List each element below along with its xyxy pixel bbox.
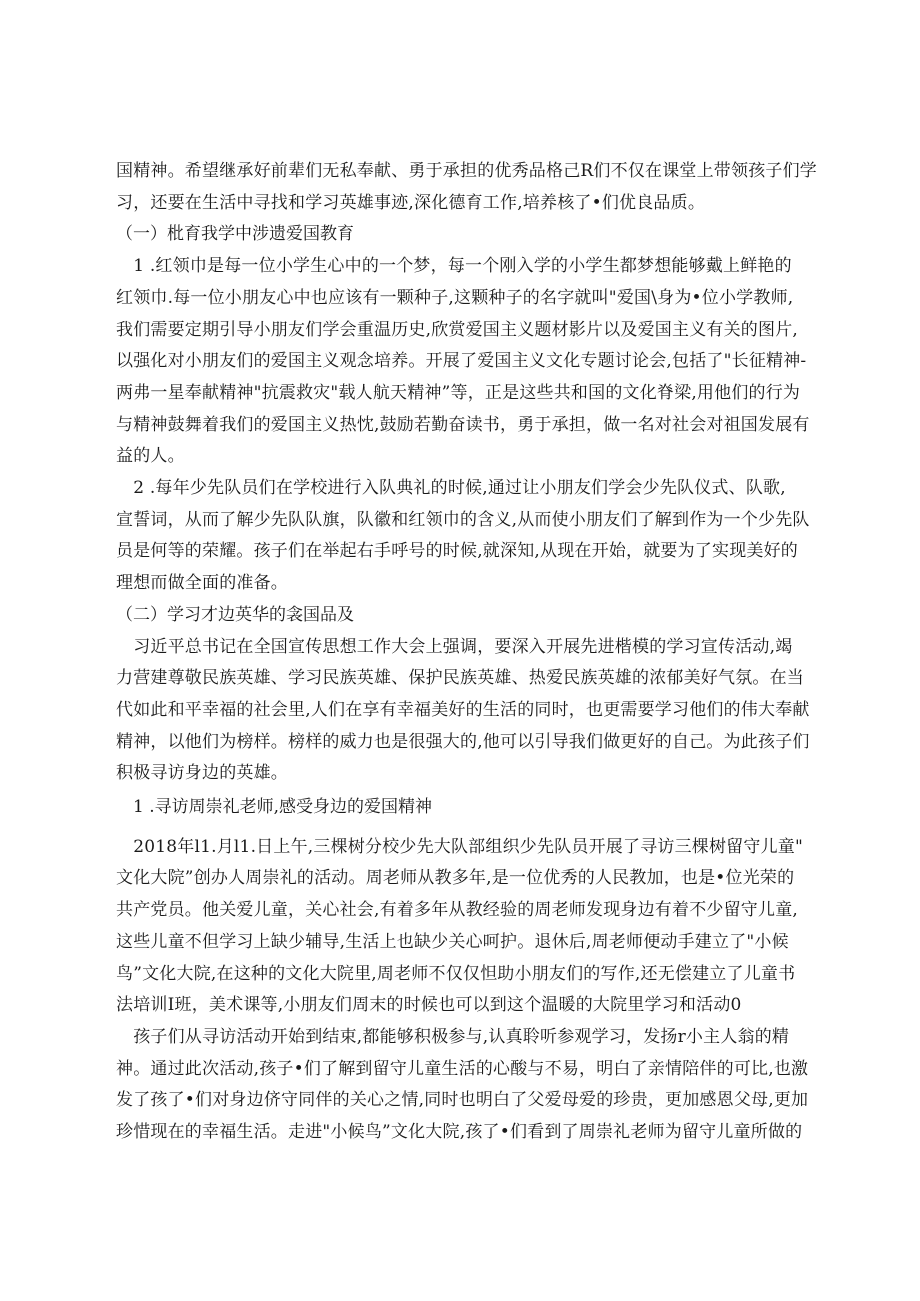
text-line: 发了孩了•们对身边侪守同伴的关心之情,同时也明白了父爱母爱的珍贵，更加感恩父母,更加 xyxy=(116,1090,809,1111)
text-line: 习，还要在生活中寻找和学习英雄事迹,深化德育工作,培养核了•们优良品质。 xyxy=(116,192,706,213)
text-line: 2018年l1.月l1.日上午,三棵树分校少先大队部组织少先队员开展了寻访三棵树留守儿童" xyxy=(116,836,803,857)
text-line: 共产党员。他关爱儿童，关心社会,有着多年从教经验的周老师发现身边有着不少留守儿童, xyxy=(116,900,799,921)
text-line: 与精神鼓舞着我们的爱国主义热忱,鼓励若勤奋读书，勇于承担，做一名对社会对祖国发展有 xyxy=(116,414,810,435)
text-line: 法培训I班，美术课等,小朋友们周末的时候也可以到这个温暖的大院里学习和活动0 xyxy=(116,995,742,1016)
text-line: 鸟”文化大院,在这种的文化大院里,周老师不仅仅怛助小朋友们的写作,还无偿建立了儿童书 xyxy=(116,963,796,984)
text-line: 我们需要定期引导小朋友们学会重温历史,欣赏爱国主义题材影片以及爱国主义有关的图片, xyxy=(116,319,799,340)
text-line: 员是何等的荣耀。孩子们在举起右手呼号的时候,就深知,从现在开始，就要为了实现美好的 xyxy=(116,541,799,562)
text-line: 益的人。 xyxy=(116,446,185,467)
text-line: 这些儿童不但学习上缺少辅导,生活上也缺少关心呵护。退休后,周老师便动手建立了"小候 xyxy=(116,931,789,952)
text-line: 宣誓词，从而了解少先队队旗，队徽和红领巾的含义,从而使小朋友们了解到作为一个少先队 xyxy=(116,509,810,530)
section-heading-2: （二）学习才边英华的衾国品及 xyxy=(116,604,354,625)
text-line: 力营建尊敬民族英雄、学习民族英雄、保护民族英雄、热爱民族英雄的浓郁美好气氛。在当 xyxy=(116,668,804,689)
text-line: 以强化对小朋友们的爱国主义观念培养。开展了爱国主义文化专题讨论会,包括了"长征精神- xyxy=(116,351,807,372)
text-line: 红领巾.每一位小朋友心中也应该有一颗种子,这颗种子的名字就叫"爱国\身为•位小学教师, xyxy=(116,287,794,308)
text-line: 国精神。希望继承好前辈们无私奉献、勇于承担的优秀品格己R们不仅在课堂上带领孩子们学 xyxy=(116,161,817,181)
paragraph-reflection xyxy=(116,1022,812,1149)
text-line: 理想而做全面的准备。 xyxy=(116,573,288,594)
text-line: 两弗一星奉献精神"抗震救灾"载人航天精神”等，正是这些共和国的文化脊梁,用他们的行为 xyxy=(116,382,801,403)
text-line: 习近平总书记在全国宣传思想工作大会上强调，要深入开展先进楷模的学习宣传活动,竭 xyxy=(116,636,793,657)
text-line: 精神，以他们为榜样。榜样的威力也是很强大的,他可以引导我们做更好的自己。为此孩子们 xyxy=(116,731,810,752)
text-line: 1 .红领巾是每一位小学生心中的一个梦，每一个刚入学的小学生都梦想能够戴上鲜艳的 xyxy=(116,256,792,277)
text-line: 代如此和平幸福的社会里,人们在享有幸福美好的生活的同时，也更需要学习他们的伟大奉献 xyxy=(116,699,810,720)
text-line: 珍惜现在的幸福生活。走进"小候鸟”文化大院,孩了•们看到了周崇礼老师为留守儿童所做的 xyxy=(116,1122,803,1143)
paragraph-intro xyxy=(116,156,817,219)
document-body xyxy=(116,156,817,1149)
subsection-heading: 1 .寻访周崇礼老师,感受身边的爱国精神 xyxy=(116,797,433,818)
paragraph-red-scarf xyxy=(116,251,812,473)
section-heading-1: （一）枇育我学中涉遗爱国教育 xyxy=(116,224,354,245)
text-line: 孩子们从寻访活动开始到结束,都能够积极参与,认真聆听参观学习，发扬r小主人翁的精 xyxy=(116,1026,790,1047)
paragraph-induction xyxy=(116,473,812,600)
paragraph-visit xyxy=(116,832,812,1022)
text-line: 文化大院”创办人周崇礼的活动。周老师从教多年,是一位优秀的人民教加，也是•位光荣的 xyxy=(116,868,795,889)
text-line: 2 .每年少先队员们在学校进行入队典礼的时候,通过让小朋友们学会少先队仪式、队歌, xyxy=(116,478,786,499)
text-line: 积极寻访身边的英雄。 xyxy=(116,763,288,784)
text-line: 神。通过此次活动,孩子•们了解到留守儿童生活的心酸与不易，明白了亲情陪伴的可比,也激 xyxy=(116,1058,809,1079)
paragraph-heroes xyxy=(116,632,812,791)
